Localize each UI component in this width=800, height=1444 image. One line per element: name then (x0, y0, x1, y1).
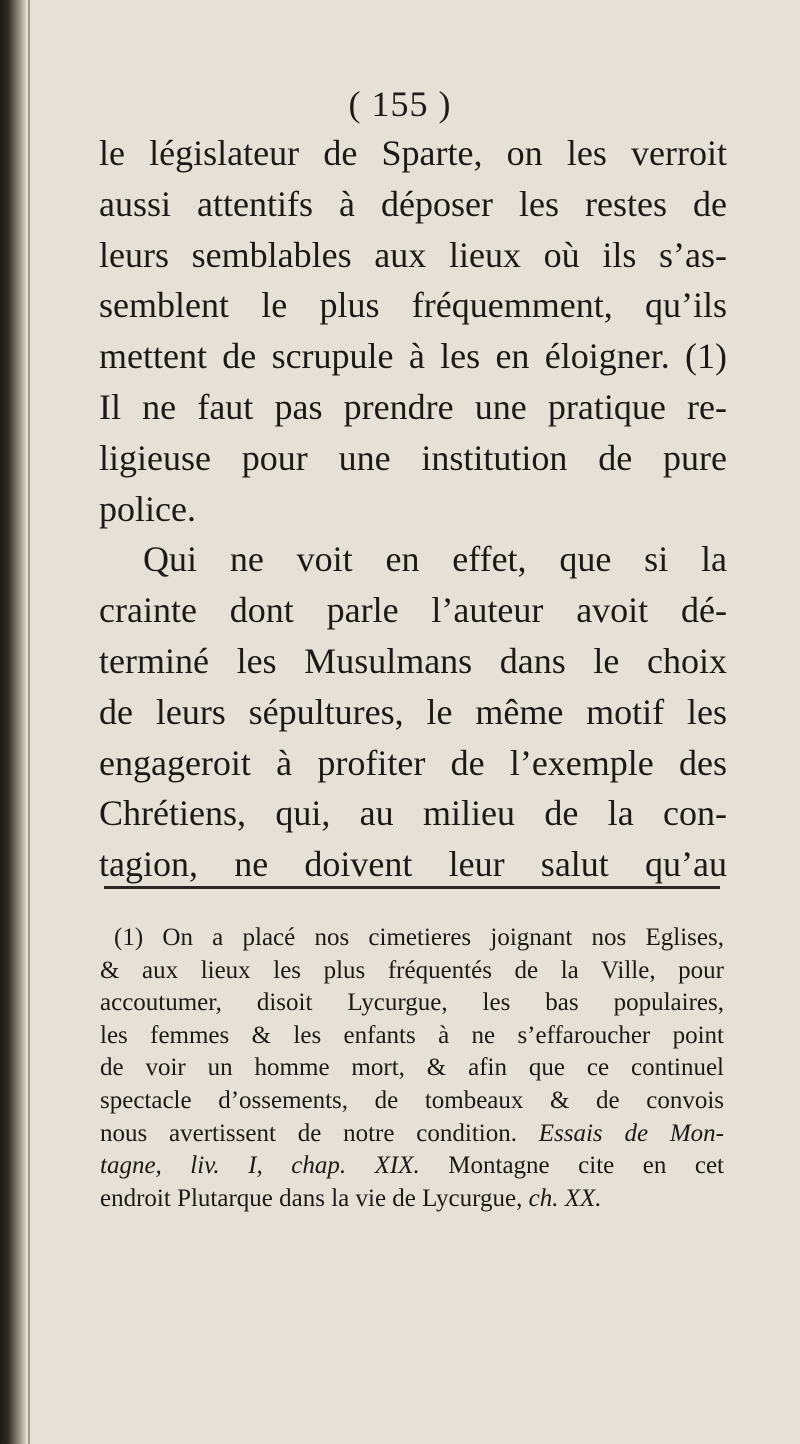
text-line: semblent le plus fréquemment, qu’ils (99, 285, 727, 326)
footnote-line: les femmes & les enfants à ne s’effaroucher point (100, 1021, 724, 1049)
text-line: terminé les Musulmans dans le choix (99, 640, 727, 681)
footnote-line: de voir un homme mort, & afin que ce continuel (100, 1054, 724, 1082)
page-number: ( 155 ) (348, 84, 452, 124)
text-line: tagion, ne doivent leur salut qu’au (99, 844, 727, 885)
text-line: Qui ne voit en effet, que si la (143, 539, 727, 580)
footnote-line (100, 1150, 724, 1183)
footnote-text: nous avertissent de notre condition. (100, 1119, 539, 1147)
text-line: mettent de scrupule à les en éloigner. (1) (99, 336, 727, 377)
text-line: engageroit à profiter de l’exemple des (99, 742, 727, 783)
footnote (100, 922, 724, 1215)
main-text (99, 128, 727, 890)
footnote-line: (1) On a placé nos cimetieres joignant nos Eglises, (114, 924, 724, 951)
footnote-line: accoutumer, disoit Lycurgue, les bas populaires, (100, 989, 724, 1017)
text-line: Il ne faut pas prendre une pratique re- (99, 386, 727, 427)
footnote-line (100, 1118, 724, 1151)
text-line: aussi attentifs à déposer les restes de (99, 183, 727, 224)
text-line: ligieuse pour une institution de pure (99, 437, 727, 478)
footnote-line: & aux lieux les plus fréquentés de la Ville, pour (100, 956, 724, 984)
book-spine-shadow (0, 0, 26, 1444)
footnote-text: Montagne cite en cet (419, 1152, 724, 1180)
footnote-citation: Essais de Mon- (538, 1119, 724, 1147)
page-edge (28, 0, 30, 1444)
text-line: crainte dont parle l’auteur avoit dé- (99, 590, 727, 631)
footnote-line: spectacle d’ossements, de tombeaux & de convois (100, 1086, 724, 1114)
footnote-citation: tagne, liv. I, chap. XIX. (100, 1152, 420, 1180)
text-line: leurs semblables aux lieux où ils s’as- (99, 234, 727, 275)
text-line: police. (99, 488, 196, 529)
text-line: Chrétiens, qui, au milieu de la con- (99, 793, 727, 834)
footnote-line (100, 1183, 724, 1216)
footnote-separator (104, 886, 720, 889)
footnote-citation: ch. XX. (528, 1184, 602, 1212)
text-line: de leurs sépultures, le même motif les (99, 691, 727, 732)
footnote-text: endroit Plutarque dans la vie de Lycurgue, (100, 1184, 529, 1212)
text-line: le législateur de Sparte, on les verroit (99, 133, 727, 173)
